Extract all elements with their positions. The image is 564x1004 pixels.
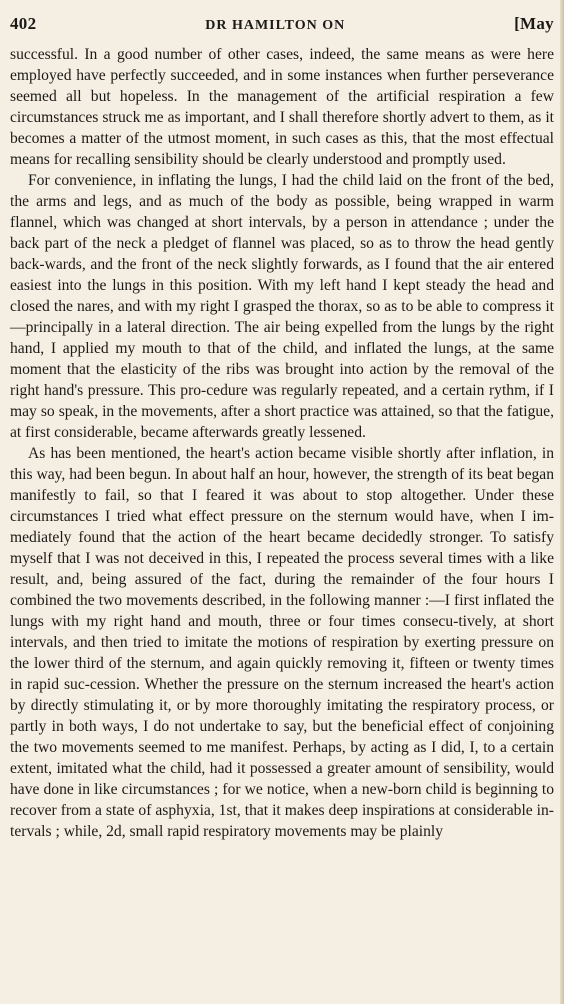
body-text	[10, 44, 554, 842]
page-edge	[560, 0, 564, 1004]
running-title: DR HAMILTON ON	[205, 18, 346, 33]
running-header	[10, 14, 554, 42]
paragraph-2: For convenience, in inflating the lungs, I had the child laid on the front of the bed, the arms and legs, and as much of the body as possible, being wrapped in warm flannel, which was changed at short intervals, by a person in attendance ; under the back part of the neck a pledget of flannel was placed, so as to throw the head gently back-wards, and the front of the neck slightly forwards, as I found that the air entered easiest into the lungs in this position. With my left hand I kept steady the head and closed the nares, and with my right I grasped the thorax, so as to be able to compress it—principally in a lateral direction. The air being expelled from the lungs by the right hand, I applied my mouth to that of the child, and inflated the lungs, at the same moment that the elasticity of the ribs was brought into action by the removal of the right hand's pressure. This pro-cedure was regularly repeated, and a certain rythm, if I may so speak, in the movements, after a short practice was attained, so that the fatigue, at first considerable, became afterwards greatly lessened.	[10, 172, 554, 441]
running-month: [May	[514, 14, 554, 33]
paragraph-3: As has been mentioned, the heart's action became visible shortly after inflation, in this way, had been begun. In about half an hour, however, the strength of its beat began manifestly to fail, so that I feared it was about to stop altogether. Under these circumstances I tried what effect pressure on the sternum would have, when I im-mediately found that the action of the heart became decidedly stronger. To satisfy myself that I was not deceived in this, I repeated the process several times with a like result, and, being assured of the fact, during the remainder of the four hours I combined the two movements described, in the following manner :—I first inflated the lungs with my right hand and mouth, three or four times consecu-tively, at short intervals, and then tried to imitate the motions of respiration by exerting pressure on the lower third of the sternum, and again quickly removing it, fifteen or twenty times in rapid suc-cession. Whether the pressure on the sternum increased the heart's action by directly stimulating it, or by more thoroughly imitating the respiratory process, or partly in both ways, I do not undertake to say, but the beneficial effect of conjoining the two movements seemed to me manifest. Perhaps, by acting as I did, I, to a certain extent, imitated what the child, had it possessed a greater amount of sensibility, would have done in like circumstances ; for we notice, when a new-born child is beginning to recover from a state of asphyxia, 1st, that it makes deep inspirations at considerable in-tervals ; while, 2d, small rapid respiratory movements may be plainly	[10, 445, 554, 840]
paragraph-1: successful. In a good number of other cases, indeed, the same means as were here employed have perfectly succeeded, and in some instances when further perseverance seemed all but hopeless. In the management of the artificial respiration a few circumstances struck me as important, and I shall therefore shortly advert to them, as it becomes a matter of the utmost moment, in such cases as this, that the most effectual means for recalling sensibility should be clearly understood and promptly used.	[10, 46, 554, 168]
page-number: 402	[10, 14, 37, 33]
